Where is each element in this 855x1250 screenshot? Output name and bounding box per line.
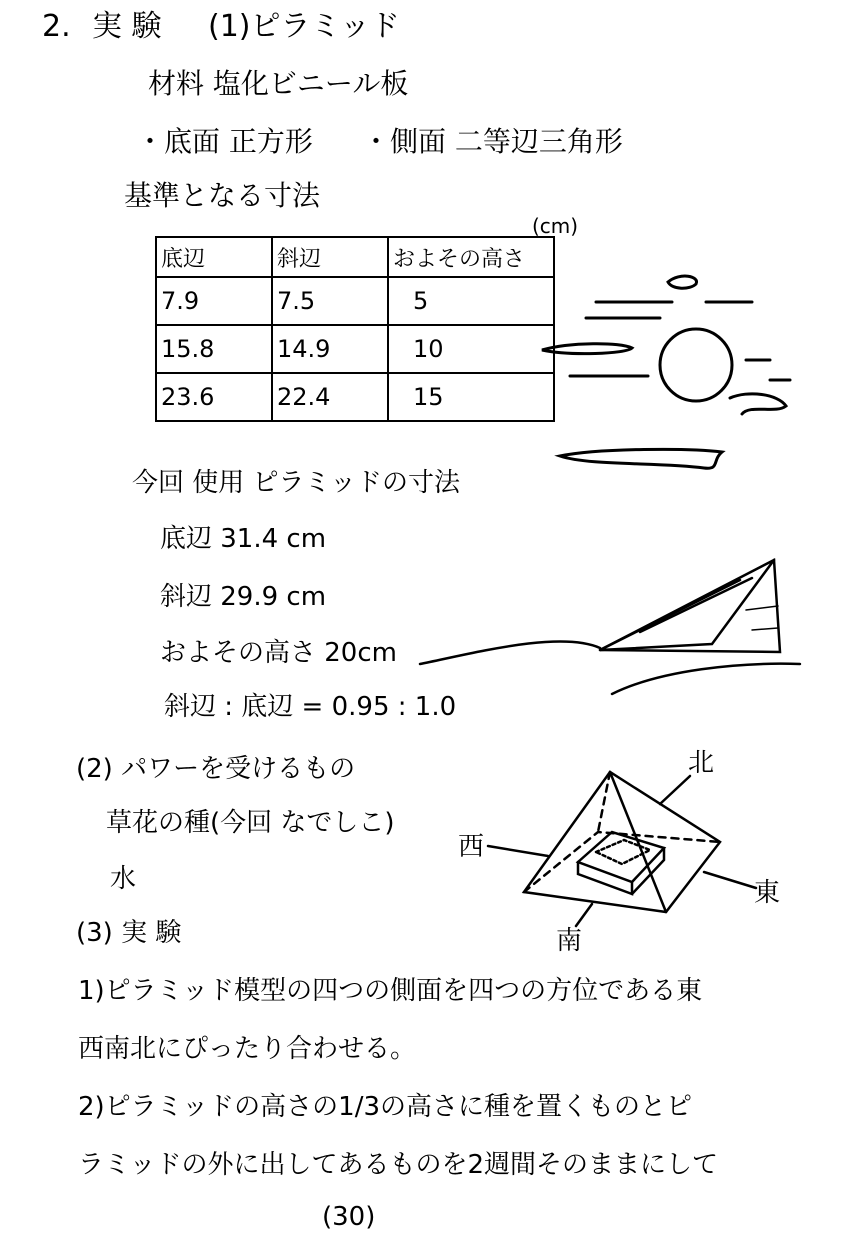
current-height: およその高さ 20cm: [160, 638, 397, 668]
table-cell: 10: [388, 325, 554, 373]
table-cell: 15.8: [156, 325, 272, 373]
material-line: 材料 塩化ビニール板: [148, 67, 409, 100]
compass-north: 北: [688, 748, 715, 778]
current-base: 底辺 31.4 cm: [160, 524, 327, 554]
experiment-step1-line1: 1)ピラミッド模型の四つの側面を四つの方位である東: [78, 976, 703, 1006]
base-shape: ・底面 正方形: [136, 125, 313, 158]
experiment-step1-line2: 西南北にぴったり合わせる。: [78, 1034, 417, 1064]
table-cell: 15: [388, 373, 554, 421]
power-item-water: 水: [110, 864, 137, 894]
current-slant: 斜辺 29.9 cm: [160, 582, 327, 612]
experiment-step2-line1: 2)ピラミッドの高さの1/3の高さに種を置くものとピ: [78, 1092, 693, 1122]
table-cell: 5: [388, 277, 554, 325]
power-heading: (2) パワーを受けるもの: [76, 754, 356, 784]
compass-south: 南: [556, 926, 583, 956]
unit-label: (cm): [532, 214, 579, 238]
table-cell: 7.5: [272, 277, 388, 325]
compass-east: 東: [754, 878, 781, 908]
side-shape: ・側面 二等辺三角形: [362, 125, 623, 158]
power-item-seeds: 草花の種(今回 なでしこ): [106, 808, 395, 838]
section-subtitle: (1)ピラミッド: [208, 9, 400, 44]
pyramid-sketch: [420, 560, 800, 694]
reference-heading: 基準となる寸法: [124, 179, 321, 212]
table-cell: 14.9: [272, 325, 388, 373]
table-cell: 22.4: [272, 373, 388, 421]
current-ratio: 斜辺 : 底辺 = 0.95 : 1.0: [164, 692, 457, 722]
header-slant: 斜辺: [272, 237, 388, 277]
compass-pyramid: [488, 772, 756, 926]
current-heading: 今回 使用 ピラミッドの寸法: [132, 468, 461, 498]
header-base: 底辺: [156, 237, 272, 277]
header-height: およその高さ: [388, 237, 554, 277]
table-cell: 23.6: [156, 373, 272, 421]
compass-west: 西: [458, 832, 485, 862]
page-number: (30): [322, 1202, 376, 1232]
experiment-step2-line2: ラミッドの外に出してあるものを2週間そのままにして: [78, 1150, 719, 1180]
section-title: 実 験: [92, 9, 162, 44]
table-cell: 7.9: [156, 277, 272, 325]
section-number: 2.: [42, 9, 71, 44]
experiment-heading: (3) 実 験: [76, 918, 182, 948]
sun-sketch: [542, 276, 790, 468]
